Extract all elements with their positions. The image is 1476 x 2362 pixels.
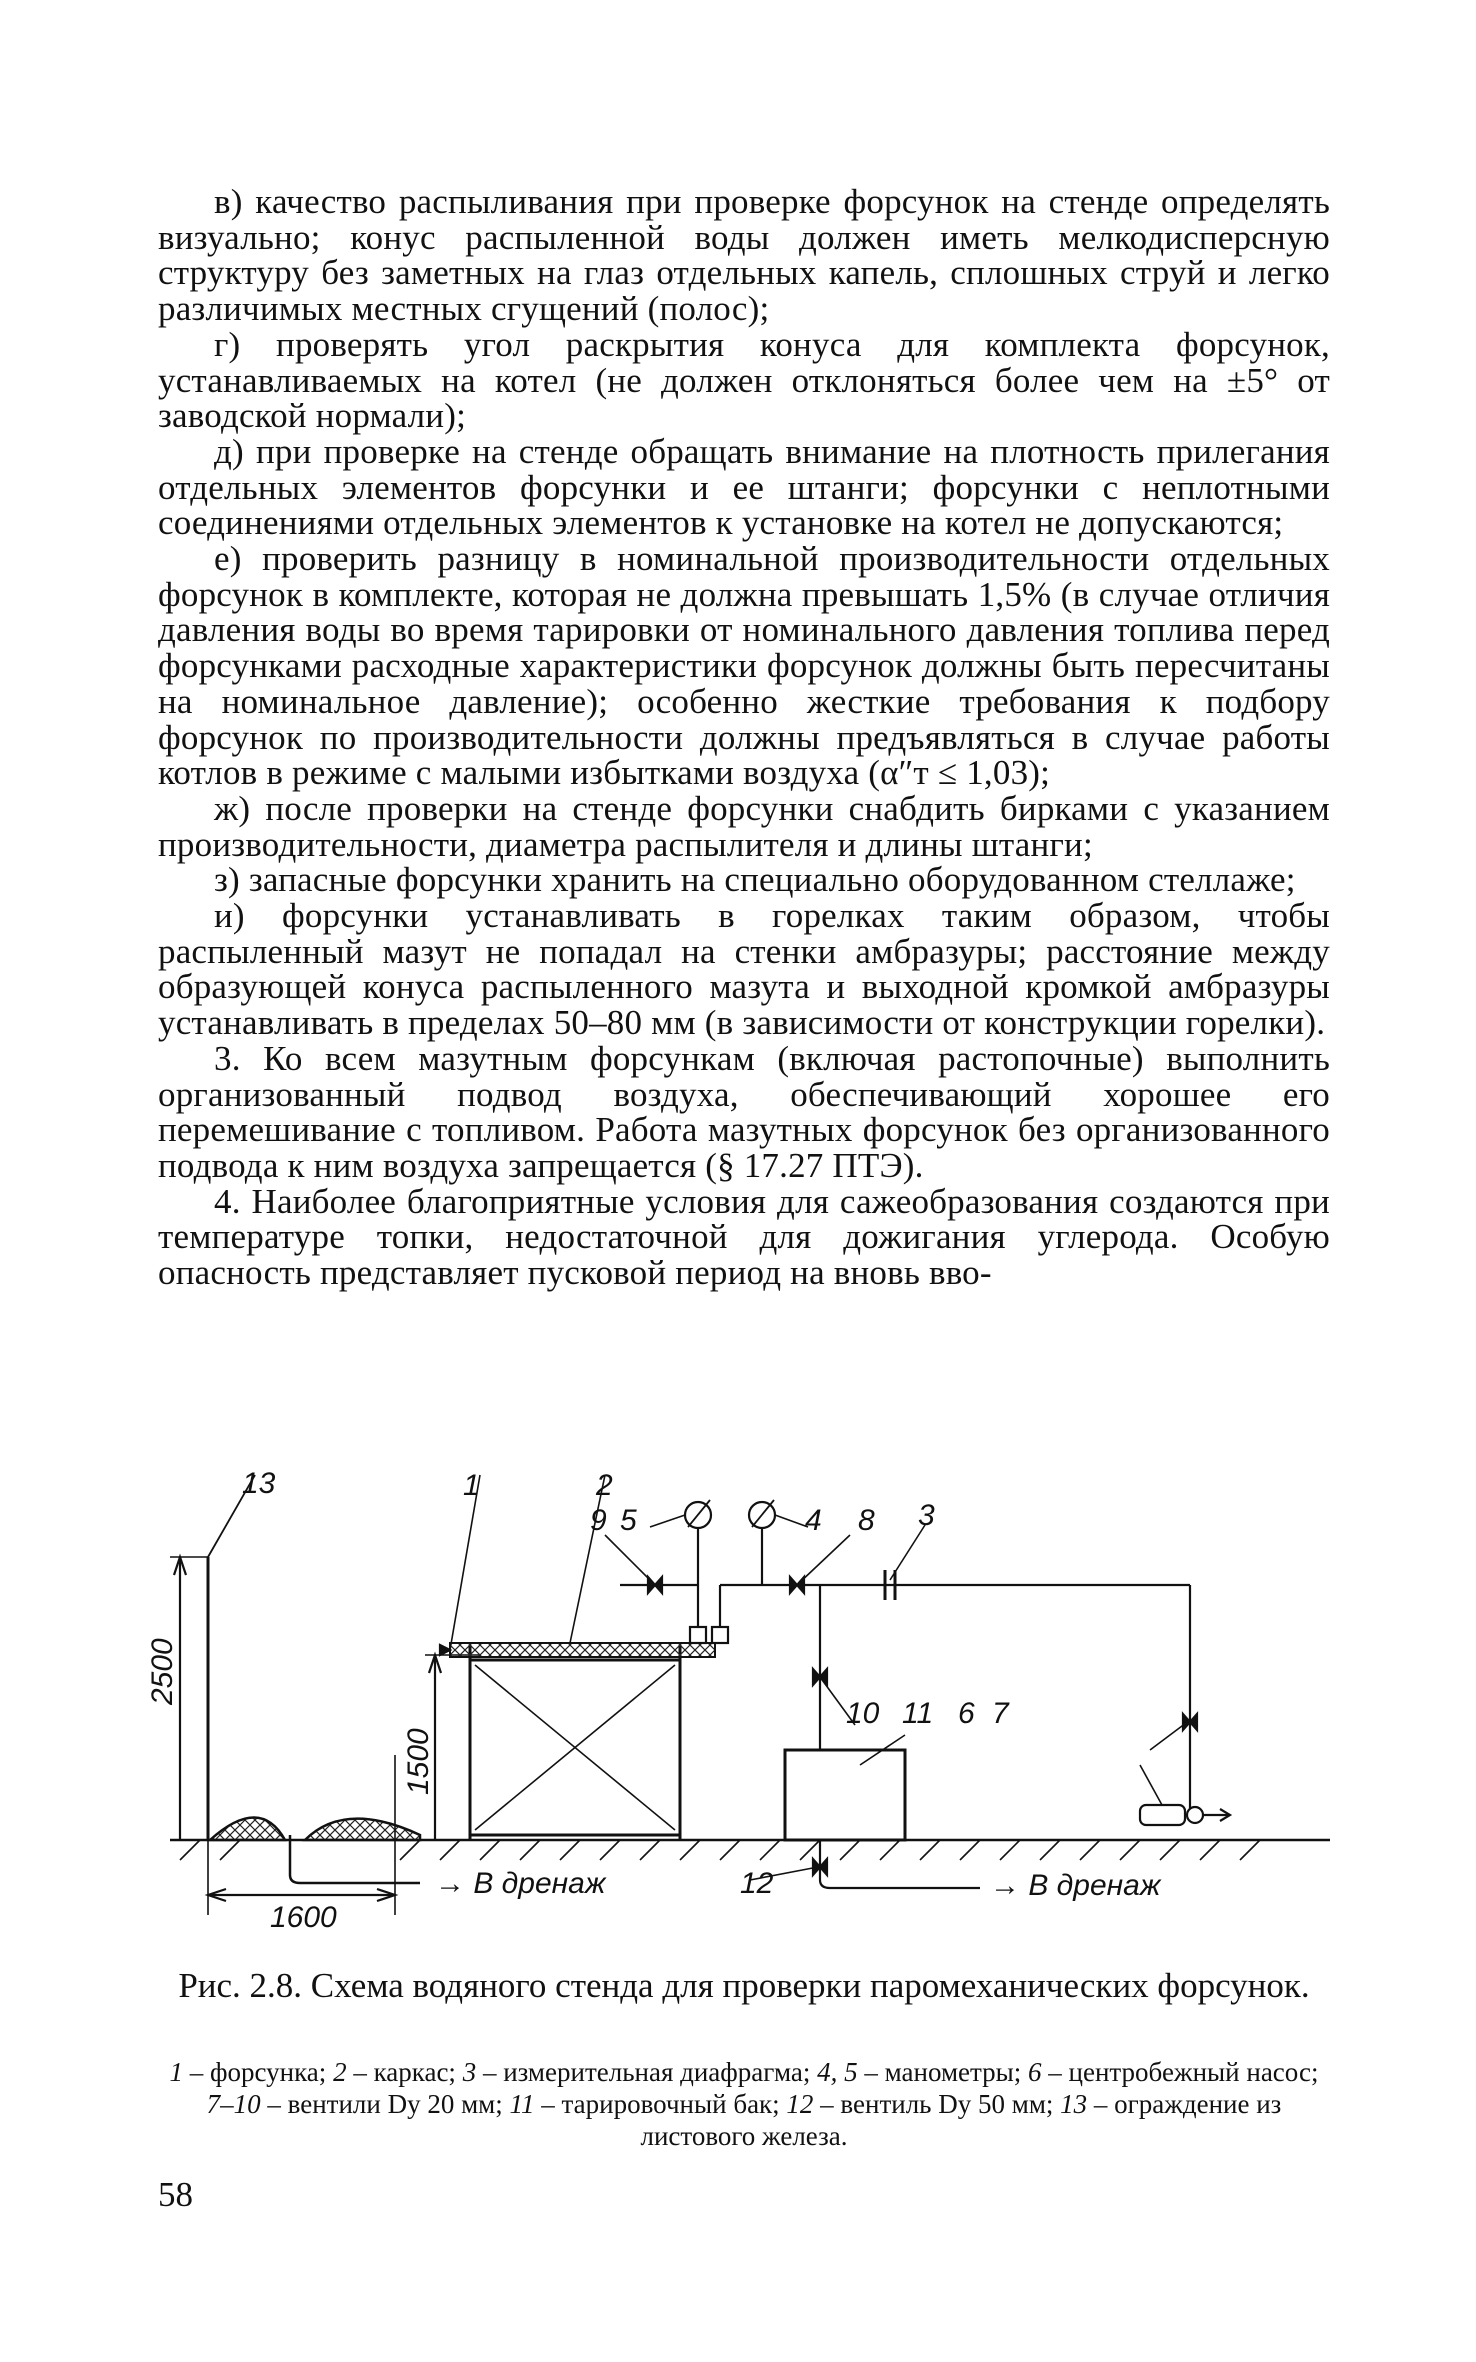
- label-11: 11: [902, 1697, 934, 1730]
- nozzle-1: [440, 1645, 450, 1655]
- legend-item: 7–10 – вентили Dу 20 мм;: [206, 2089, 503, 2119]
- leader-5: [650, 1515, 685, 1527]
- paragraph: 4. Наиболее благоприятные условия для сажеобразования создаются при температуре топки, недостаточной для дожигания углерода. Особую опасность представляет пусковой период на вновь вво-: [158, 1181, 1330, 1293]
- leader-4: [775, 1515, 808, 1527]
- ground-hatching: [180, 1840, 1260, 1860]
- fitting-left: [690, 1627, 706, 1643]
- paragraph: ж) после проверки на стенде форсунки снабдить бирками с указанием производительности, диаметра распылителя и длины штанги;: [158, 788, 1330, 864]
- legend-item: 6 – центробежный насос;: [1028, 2057, 1319, 2087]
- leader-6: [1140, 1765, 1162, 1805]
- label-3: 3: [918, 1499, 935, 1532]
- legend-item: 12 – вентиль Dу 50 мм;: [786, 2089, 1054, 2119]
- figure-caption-legend: [158, 2056, 1330, 2152]
- figure-caption-title: Рис. 2.8. Схема водяного стенда для проверки паромеханических форсунок.: [178, 1966, 1310, 2005]
- paragraph: з) запасные форсунки хранить на специально оборудованном стеллаже;: [214, 860, 1296, 900]
- label-13: 13: [242, 1467, 276, 1500]
- label-6: 6: [958, 1697, 975, 1730]
- drain-sump-right: [305, 1819, 420, 1840]
- label-7: 7: [992, 1697, 1009, 1730]
- leader-8: [797, 1535, 850, 1585]
- dimension-label-2500: 2500: [146, 1638, 179, 1705]
- paragraph: и) форсунки устанавливать в горелках таким образом, чтобы распыленный мазут не попадал на стенки амбразуры; расстояние между образующей конуса распыленного мазута и выходной кромкой амбразуры устанавливать в пределах 50–80 мм (в зависимости от конструкции горелки).: [158, 896, 1330, 1043]
- burner-rod-1: [450, 1643, 715, 1657]
- label-8: 8: [858, 1504, 875, 1537]
- dimension-label-1500: 1500: [402, 1728, 435, 1795]
- label-2: 2: [596, 1469, 613, 1502]
- drain-pipe-right: [820, 1880, 980, 1888]
- label-4: 4: [805, 1504, 822, 1537]
- test-stand-diagram: [146, 1467, 1330, 1935]
- legend-item: 3 – измерительная диафрагма;: [462, 2057, 811, 2087]
- diagram-svg: [146, 1467, 1330, 1935]
- body-text: [158, 184, 1330, 1291]
- legend-item: 2 – каркас;: [333, 2057, 456, 2087]
- leader-9: [605, 1535, 655, 1585]
- dimension-label-1600: 1600: [270, 1901, 337, 1934]
- label-5: 5: [620, 1504, 637, 1537]
- legend-item: 4, 5 – манометры;: [817, 2057, 1022, 2087]
- pump-6: [1140, 1805, 1185, 1825]
- paragraph: г) проверять угол раскрытия конуса для комплекта форсунок, устанавливаемых на котел (не должен отклоняться более чем на ±5° от заводской нормали);: [158, 324, 1330, 436]
- calibration-tank-11: [785, 1750, 905, 1840]
- drain-label-left: → В дренаж: [435, 1867, 606, 1900]
- label-10: 10: [846, 1697, 880, 1730]
- legend-item: 11 – тарировочный бак;: [509, 2089, 780, 2119]
- fitting-right: [712, 1627, 728, 1643]
- drain-label-right: → В дренаж: [990, 1869, 1161, 1902]
- drain-sump-left: [210, 1818, 285, 1841]
- leader-7: [1150, 1720, 1190, 1750]
- legend-item: 1 – форсунка;: [169, 2057, 327, 2087]
- legend-item: 13 – ограждение из листового железа.: [640, 2089, 1282, 2151]
- paragraph: е) проверить разницу в номинальной производительности отдельных форсунок в комплекте, которая не должна превышать 1,5% (в случае отличия давления воды во время тарировки от номинального давления топлива перед форсунками расходные характеристики форсунок должны быть пересчитаны на номинальное давление); особенно жесткие требования к подбору форсунок по производительности должны предъявляться в случае работы котлов в режиме с малыми избытками воздуха (α″т ≤ 1,03);: [158, 539, 1330, 793]
- paragraph: 3. Ко всем мазутным форсункам (включая растопочные) выполнить организованный подвод воздуха, обеспечивающий хорошее его перемешивание с топливом. Работа мазутных форсунок без организованного подвода к ним воздуха запрещается (§ 17.27 ПТЭ).: [158, 1038, 1330, 1185]
- label-12: 12: [740, 1867, 774, 1900]
- label-1: 1: [463, 1469, 480, 1502]
- paragraph: д) при проверке на стенде обращать внимание на плотность прилегания отдельных элементов форсунки и ее штанги; форсунки с неплотными соединениями отдельных элементов к установке на котел не допускаются;: [158, 431, 1330, 543]
- leader-3: [890, 1525, 925, 1580]
- page-number: 58: [158, 2175, 193, 2214]
- label-9: 9: [590, 1504, 607, 1537]
- paragraph: в) качество распыливания при проверке форсунок на стенде определять визуально; конус распыленной воды должен иметь мелкодисперсную структуру без заметных на глаз отдельных капель, сплошных струй и легко различимых местных сгущений (полос);: [158, 182, 1330, 329]
